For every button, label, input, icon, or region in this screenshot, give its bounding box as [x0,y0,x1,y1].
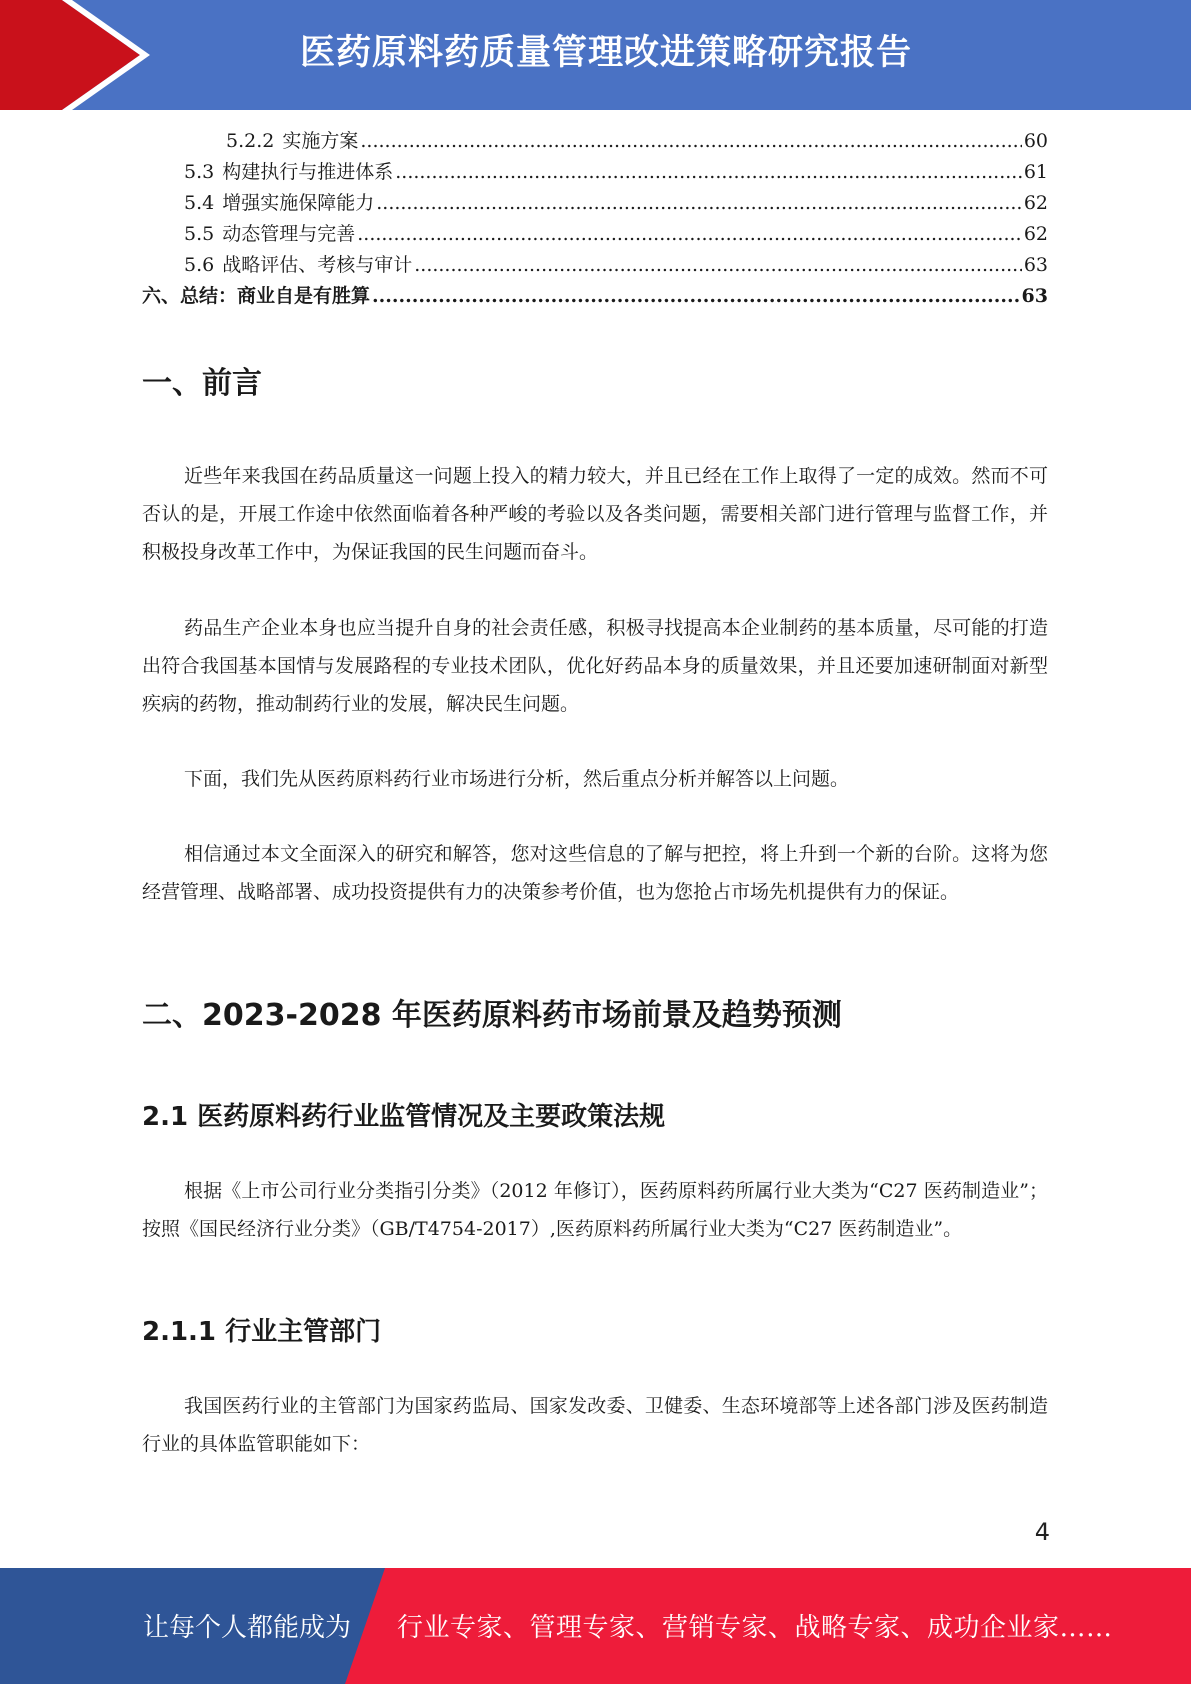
footer-slogan-left: 让每个人都能成为 [143,1613,352,1643]
toc-item-page: 63 [1023,254,1048,276]
subsection-heading-2-1: 2.1 医药原料药行业监管情况及主要政策法规 [142,1102,666,1132]
toc-item-page: 60 [1023,130,1048,152]
header-banner [0,0,1191,110]
page-content [142,126,1048,1455]
toc-item-number: 5.4 [184,192,215,214]
toc-leader-dots [372,285,1020,307]
toc-item[interactable] [142,157,1048,188]
toc-item-label: 增强实施保障能力 [222,192,375,214]
toc-item-page: 62 [1023,223,1048,245]
toc-item-number: 5.6 [184,254,215,276]
toc-item-label: 实施方案 [282,130,359,152]
toc-leader-dots [395,161,1022,183]
table-of-contents [142,126,1048,312]
toc-item-label: 六、总结：商业自是有胜算 [142,285,371,307]
chevron-arrow-icon [0,0,150,110]
toc-item-page: 62 [1023,192,1048,214]
toc-item-label: 构建执行与推进体系 [222,161,394,183]
footer-slogan-right: 行业专家、管理专家、营销专家、战略专家、成功企业家…… [397,1613,1113,1643]
paragraph: 下面，我们先从医药原料药行业市场进行分析，然后重点分析并解答以上问题。 [184,768,850,790]
footer-banner [0,1568,1191,1684]
subsection-heading-2-1-1: 2.1.1 行业主管部门 [142,1317,382,1347]
toc-item-label: 战略评估、考核与审计 [222,254,413,276]
paragraph: 近些年来我国在药品质量这一问题上投入的精力较大，并且已经在工作上取得了一定的成效。然而不可否认的是，开展工作途中依然面临着各种严峻的考验以及各类问题，需要相关部门进行管理与监督工作，并积极投身改革工作中，为保证我国的民生问题而奋斗。 [142,465,1048,563]
paragraph: 相信通过本文全面深入的研究和解答，您对这些信息的了解与把控，将上升到一个新的台阶。这将为您经营管理、战略部署、成功投资提供有力的决策参考价值，也为您抢占市场先机提供有力的保证。 [142,843,1048,903]
toc-item[interactable] [142,281,1048,312]
document-title: 医药原料药质量管理改进策略研究报告 [300,33,913,73]
toc-item[interactable] [142,219,1048,250]
section-heading-market-outlook: 二、2023-2028 年医药原料药市场前景及趋势预测 [142,998,842,1033]
toc-item[interactable] [142,250,1048,281]
toc-leader-dots [414,254,1022,276]
toc-item-number: 5.3 [184,161,215,183]
toc-item-number: 5.2.2 [226,130,275,152]
toc-item-page: 63 [1021,285,1048,307]
toc-item-number: 5.5 [184,223,215,245]
paragraph: 我国医药行业的主管部门为国家药监局、国家发改委、卫健委、生态环境部等上述各部门涉及医药制造行业的具体监管职能如下： [142,1395,1048,1455]
section-heading-preface: 一、前言 [142,366,262,401]
paragraph: 药品生产企业本身也应当提升自身的社会责任感，积极寻找提高本企业制药的基本质量，尽可能的打造出符合我国基本国情与发展路程的专业技术团队，优化好药品本身的质量效果，并且还要加速研制面对新型疾病的药物，推动制药行业的发展，解决民生问题。 [142,617,1048,715]
toc-leader-dots [376,192,1022,214]
page-number: 4 [1034,1518,1050,1546]
toc-item-page: 61 [1023,161,1048,183]
paragraph: 根据《上市公司行业分类指引分类》（2012 年修订），医药原料药所属行业大类为“C27 医药制造业”；按照《国民经济行业分类》（GB/T4754-2017）,医药原料药所属行业大类为“C27 医药制造业”。 [142,1180,1048,1240]
toc-item[interactable] [142,126,1048,157]
toc-item-label: 动态管理与完善 [222,223,356,245]
toc-leader-dots [357,223,1022,245]
toc-item[interactable] [142,188,1048,219]
toc-leader-dots [360,130,1021,152]
